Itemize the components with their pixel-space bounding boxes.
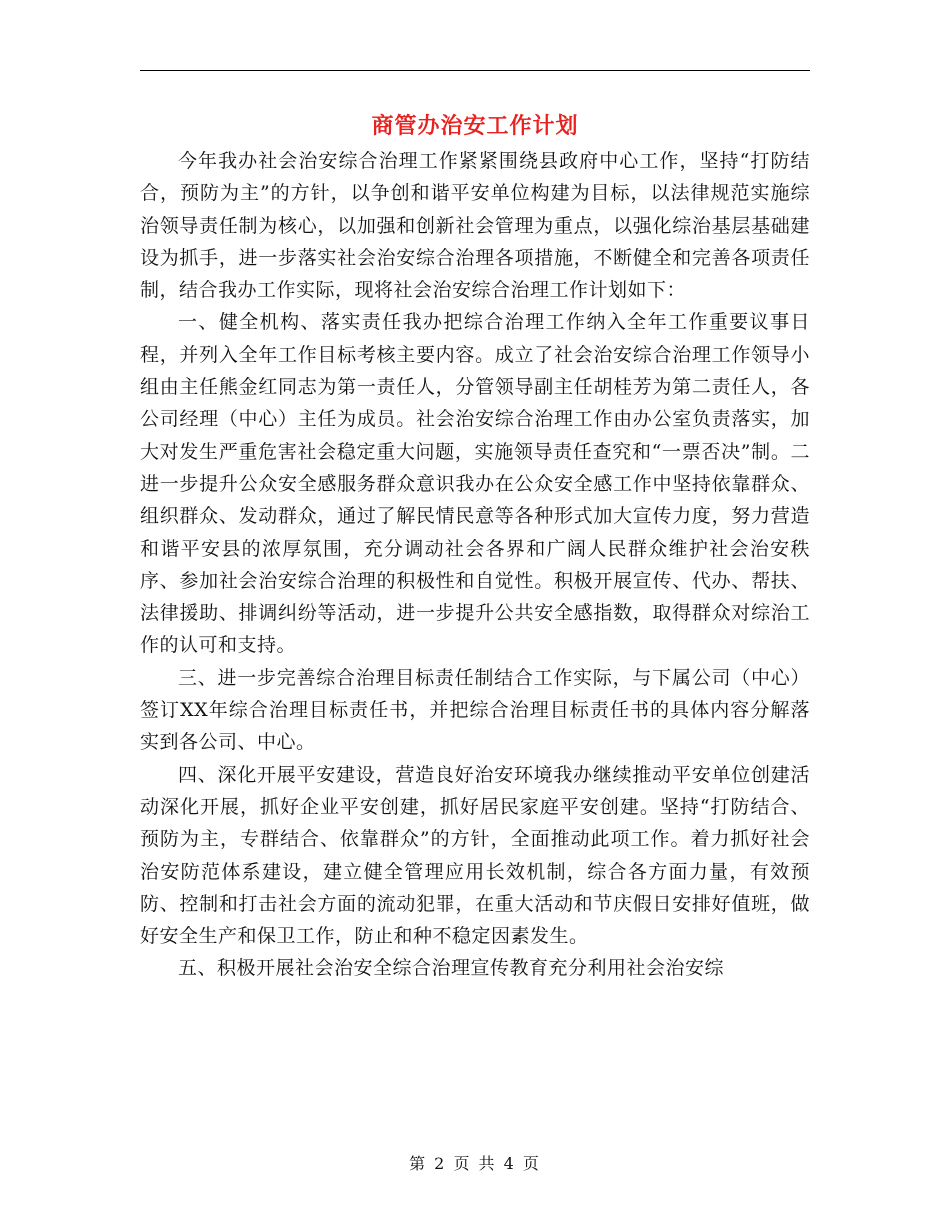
paragraph-section-3: 三、进一步完善综合治理目标责任制结合工作实际，与下属公司（中心）签订XX年综合治理目标责任书，并把综合治理目标责任书的具体内容分解落实到各公司、中心。 bbox=[140, 666, 810, 754]
paragraph-intro: 今年我办社会治安综合治理工作紧紧围绕县政府中心工作，坚持“打防结合，预防为主”的方针，以争创和谐平安单位构建为目标，以法律规范实施综治领导责任制为核心，以加强和创新社会管理为重点，以强化综治基层基础建设为抓手，进一步落实社会治安综合治理各项措施，不断健全和完善各项责任制，结合我办工作实际，现将社会治安综合治理工作计划如下： bbox=[140, 150, 810, 302]
paragraph-section-1-2: 一、健全机构、落实责任我办把综合治理工作纳入全年工作重要议事日程，并列入全年工作目标考核主要内容。成立了社会治安综合治理工作领导小组由主任熊金红同志为第一责任人，分管领导副主任胡桂芳为第二责任人，各公司经理（中心）主任为成员。社会治安综合治理工作由办公室负责落实，加大对发生严重危害社会稳定重大问题，实施领导责任查究和“一票否决”制。二进一步提升公众安全感服务群众意识我办在公众安全感工作中坚持依靠群众、组织群众、发动群众，通过了解民情民意等各种形式加大宣传力度，努力营造和谐平安县的浓厚氛围，充分调动社会各界和广阔人民群众维护社会治安秩序、参加社会治安综合治理的积极性和自觉性。积极开展宣传、代办、帮扶、法律援助、排调纠纷等活动，进一步提升公共安全感指数，取得群众对综治工作的认可和支持。 bbox=[140, 311, 810, 657]
document-title: 商管办治安工作计划 bbox=[371, 113, 579, 139]
paragraph-section-4: 四、深化开展平安建设，营造良好治安环境我办继续推动平安单位创建活动深化开展，抓好企业平安创建，抓好居民家庭平安创建。坚持“打防结合、预防为主，专群结合、依靠群众”的方针，全面推动此项工作。着力抓好社会治安防范体系建设，建立健全管理应用长效机制，综合各方面力量，有效预防、控制和打击社会方面的流动犯罪，在重大活动和节庆假日安排好值班，做好安全生产和保卫工作，防止和种不稳定因素发生。 bbox=[140, 763, 810, 948]
document-body bbox=[140, 145, 810, 985]
page-number-footer: 第 2 页 共 4 页 bbox=[409, 1154, 541, 1173]
header-rule bbox=[140, 70, 810, 71]
paragraph-section-5: 五、积极开展社会治安全综合治理宣传教育充分利用社会治安综 bbox=[178, 957, 725, 980]
